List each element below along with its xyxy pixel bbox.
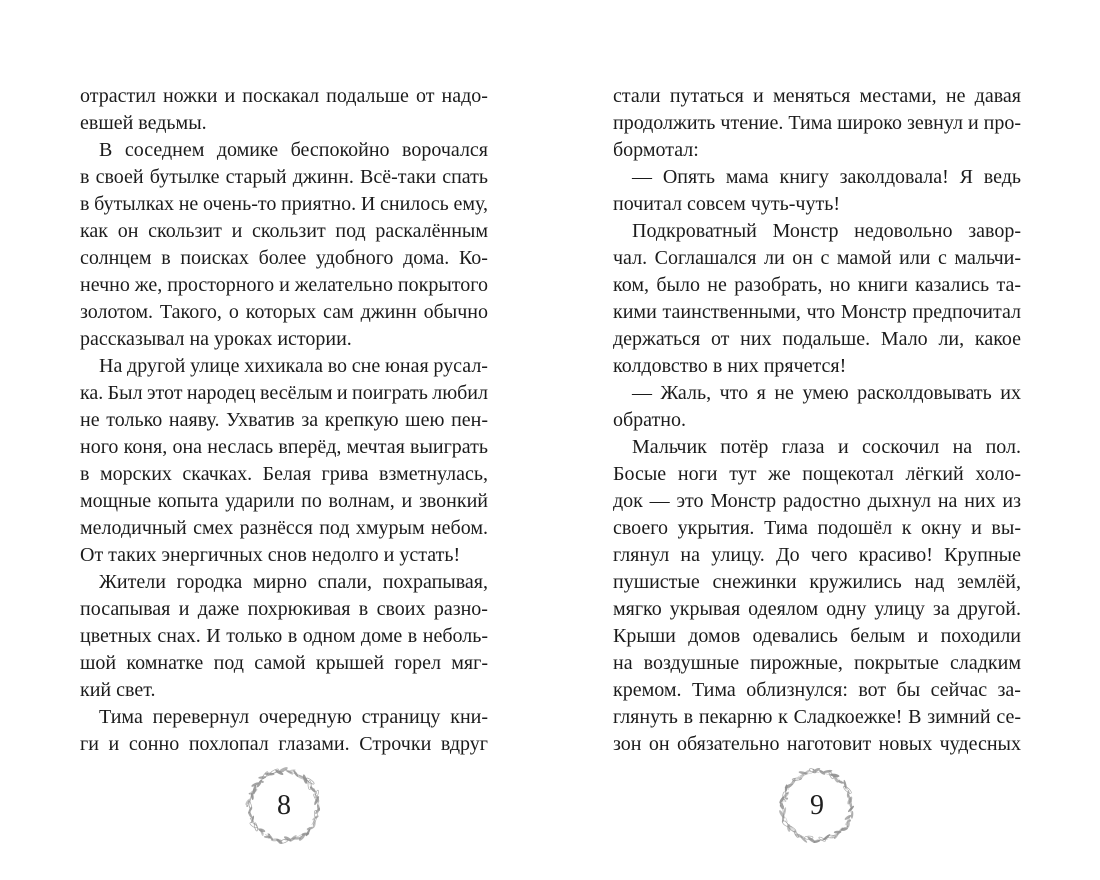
text-line: Жители городка мирно спали, похрапывая, — [99, 571, 488, 593]
text-line: обратно. — [613, 409, 686, 431]
text-line: как он скользит и скользит под раскалённым — [80, 220, 489, 242]
text-line: кими таинственными, что Монстр предпочитал — [613, 301, 1021, 323]
page-footer-ornament — [613, 760, 1021, 860]
text-line: стали путаться и меняться местами, не давая — [613, 85, 1021, 107]
page-number: 9 — [810, 790, 824, 821]
text-line: Мальчик потёр глаза и соскочил на пол. — [632, 436, 1021, 458]
wreath-wrap — [238, 760, 330, 852]
text-line: — Опять мама книгу заколдовала! Я ведь — [632, 166, 1022, 188]
text-line: Босые ноги тут же пощекотал лёгкий холо- — [613, 463, 1021, 485]
text-line: глянул на улицу. До чего красиво! Крупные — [613, 544, 1021, 566]
text-line: Тима перевернул очередную страницу кни- — [99, 706, 489, 728]
page-text — [80, 83, 488, 758]
text-line: нечно же, просторного и желательно покрытого — [80, 274, 488, 296]
page-number: 8 — [277, 790, 291, 821]
text-line: док — это Монстр радостно дыхнул на них из — [613, 490, 1022, 512]
text-line: продолжить чтение. Тима широко зевнул и про- — [613, 112, 1022, 134]
text-line: цветных снах. И только в одном доме в неболь- — [80, 625, 488, 647]
text-line: На другой улице хихикала во сне юная русал- — [99, 355, 488, 377]
text-line: В соседнем домике беспокойно ворочался — [99, 139, 489, 161]
text-line: почитал совсем чуть-чуть! — [613, 193, 840, 215]
text-line: шой комнатке под самой крышей горел мяг- — [80, 652, 488, 674]
wreath-wrap — [771, 760, 863, 852]
text-line: мелодичный смех разнёсся под хмурым небом. — [80, 517, 489, 539]
text-line: посапывая и даже похрюкивая в своих разно- — [80, 598, 488, 620]
text-line: евшей ведьмы. — [80, 112, 207, 134]
text-line: Крыши домов одевались белым и походили — [613, 625, 1022, 647]
text-line: солнцем в поисках более удобного дома. Ко- — [80, 247, 488, 269]
text-line: ги и сонно похлопал глазами. Строчки вдруг — [80, 733, 488, 755]
text-line: в своей бутылке старый джинн. Всё-таки спать — [80, 166, 489, 188]
page-left — [80, 0, 488, 880]
text-line: бормотал: — [613, 139, 699, 161]
page-right — [613, 0, 1021, 880]
text-line: зон он обязательно наготовит новых чудесных — [613, 733, 1021, 755]
text-line: ком, было не разобрать, но книги казались та- — [613, 274, 1021, 296]
text-line: ного коня, она неслась вперёд, мечтая выиграть — [80, 436, 489, 458]
text-line: в морских скачках. Белая грива взметнулась, — [80, 463, 489, 485]
text-line: пушистые снежинки кружились над землёй, — [613, 571, 1021, 593]
text-line: глянуть в пекарню к Сладкоежке! В зимний се- — [613, 706, 1021, 728]
text-line: в бутылках не очень-то приятно. И снилось ему, — [80, 193, 489, 215]
text-line: не только наяву. Ухватив за крепкую шею пен- — [80, 409, 489, 431]
text-line: От таких энергичных снов недолго и устать! — [80, 544, 461, 566]
page-footer-ornament — [80, 760, 488, 860]
text-line: чал. Соглашался ли он с мамой или с мальчи- — [613, 247, 1022, 269]
page-text — [613, 83, 1021, 758]
text-line: колдовство в них прячется! — [613, 355, 847, 377]
text-line: своего укрытия. Тима подошёл к окну и вы- — [613, 517, 1021, 539]
text-line: мощные копыта ударили по волнам, и звонкий — [80, 490, 488, 512]
text-line: держаться от них подальше. Мало ли, какое — [613, 328, 1022, 350]
text-line: на воздушные пирожные, покрытые сладким — [613, 652, 1021, 674]
text-line: ка. Был этот народец весёлым и поиграть любил — [80, 382, 488, 404]
text-line: отрастил ножки и поскакал подальше от надо- — [80, 85, 488, 107]
text-line: Подкроватный Монстр недовольно завор- — [632, 220, 1021, 242]
text-line: кремом. Тима облизнулся: вот бы сейчас за- — [613, 679, 1021, 701]
text-line: мягко укрывая одеялом одну улицу за другой. — [613, 598, 1022, 620]
text-line: рассказывал на уроках истории. — [80, 328, 352, 350]
text-line: кий свет. — [80, 679, 156, 701]
text-line: золотом. Такого, о которых сам джинн обычно — [80, 301, 488, 323]
text-line: — Жаль, что я не умею расколдовывать их — [632, 382, 1022, 404]
